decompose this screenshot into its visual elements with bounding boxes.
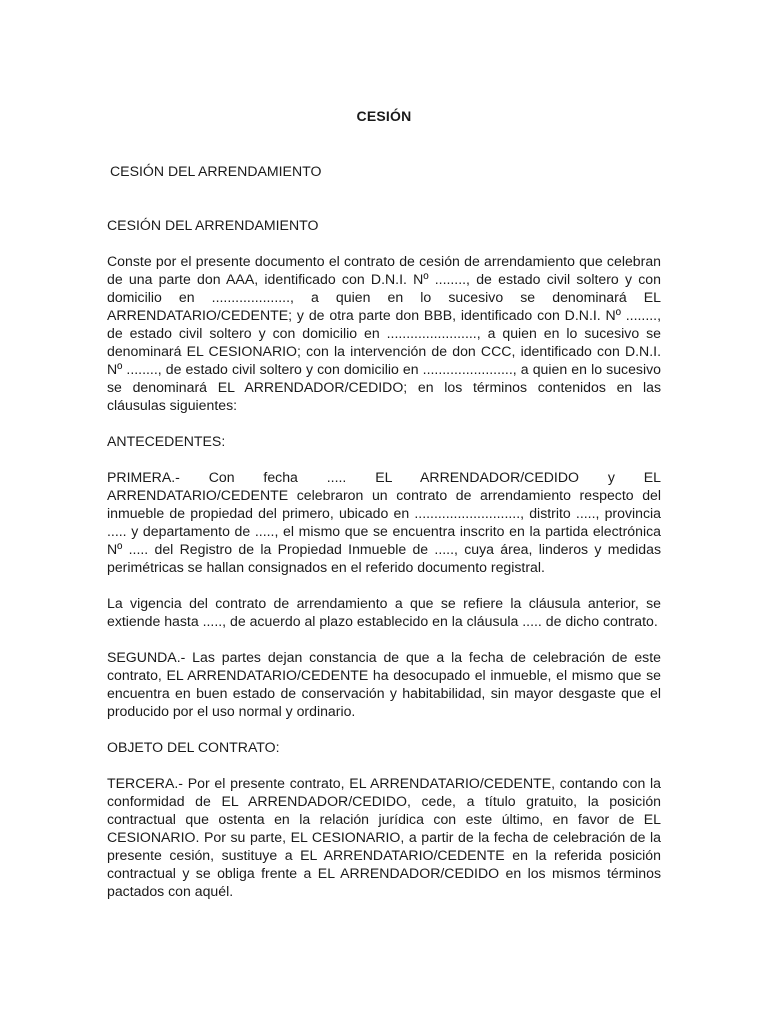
document-body: [107, 162, 661, 900]
antecedentes-heading: ANTECEDENTES:: [107, 433, 226, 449]
document-title: CESIÓN: [356, 108, 412, 124]
clause-segunda: SEGUNDA.- Las partes dejan constancia de que a la fecha de celebración de este contrato, EL ARRENDATARIO/CEDENTE ha desocupado el inmueble, el mismo que se encuentra en buen estado de conservación y habitabilidad, sin mayor desgaste que el producido por el uso normal y ordinario.: [107, 649, 661, 719]
clause-primera: PRIMERA.- Con fecha ..... EL ARRENDADOR/CEDIDO y EL ARRENDATARIO/CEDENTE celebraron un contrato de arrendamiento respecto del inmueble de propiedad del primero, ubicado en ..........................., distrito ....., provincia ..... y departamento de ....., el mismo que se encuentra inscrito en la partida electrónica Nº ..... del Registro de la Propiedad Inmueble de ....., cuya área, linderos y medidas perimétricas se hallan consignados en el referido documento registral.: [107, 469, 661, 575]
objeto-heading: OBJETO DEL CONTRATO:: [107, 739, 280, 755]
document-subtitle: CESIÓN DEL ARRENDAMIENTO: [110, 163, 322, 179]
intro-paragraph: Conste por el presente documento el contrato de cesión de arrendamiento que celebran de una parte don AAA, identificado con D.N.I. Nº ........, de estado civil soltero y con domicilio en ...................., a quien en lo sucesivo se denominará EL ARRENDATARIO/CEDENTE; y de otra parte don BBB, identificado con D.N.I. Nº ........, de estado civil soltero y con domicilio en ......................., a quien en lo sucesivo se denominará EL CESIONARIO; con la intervención de don CCC, identificado con D.N.I. Nº ........, de estado civil soltero y con domicilio en ......................., a quien en lo sucesivo se denominará EL ARRENDADOR/CEDIDO; en los términos contenidos en las cláusulas siguientes:: [107, 253, 661, 413]
clause-tercera: TERCERA.- Por el presente contrato, EL ARRENDATARIO/CEDENTE, contando con la conformidad de EL ARRENDADOR/CEDIDO, cede, a título gratuito, la posición contractual que ostenta en la relación jurídica con este último, en favor de EL CESIONARIO. Por su parte, EL CESIONARIO, a partir de la fecha de celebración de la presente cesión, sustituye a EL ARRENDATARIO/CEDENTE en la referida posición contractual y se obliga frente a EL ARRENDADOR/CEDIDO en los mismos términos pactados con aquél.: [107, 775, 661, 899]
section-heading: CESIÓN DEL ARRENDAMIENTO: [107, 217, 319, 233]
vigencia-paragraph: La vigencia del contrato de arrendamiento a que se refiere la cláusula anterior, se extiende hasta ....., de acuerdo al plazo establecido en la cláusula ..... de dicho contrato.: [107, 595, 661, 629]
